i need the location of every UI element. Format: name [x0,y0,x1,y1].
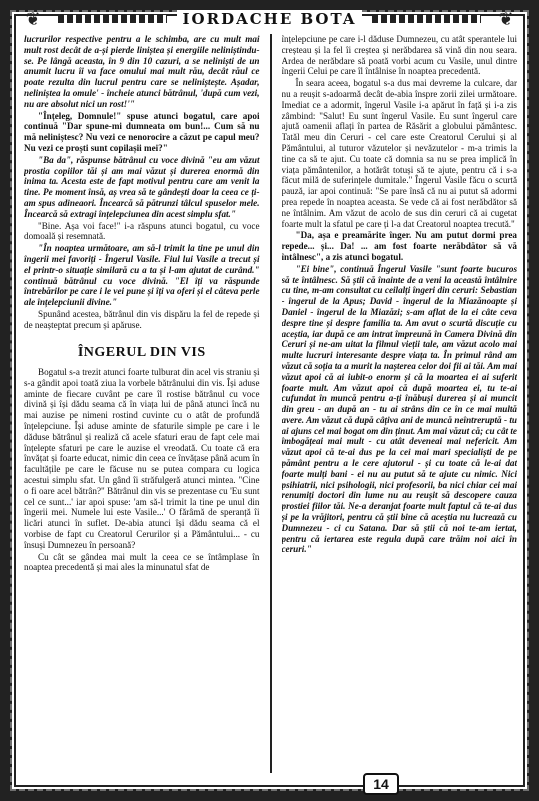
paragraph: "În noaptea următoare, am să-l trimit la tine pe unul din îngerii mei favoriți - Îngerul Vasile. Fiul lui Vasile a trecut și el printr-o situație similară cu a ta și l-am ajutat de curând." continuă bătrânul cu voce divină. "El îți va răspunde întrebărilor pe care i le vei pune și îți va oferi și el câteva perle ale înțelepciunii divine." [24,243,260,308]
section-title: ÎNGERUL DIN VIS [77,344,206,360]
paragraph: În seara aceea, bogatul s-a dus mai devreme la culcare, dar nu a reușit s-adoarmă decât de-abia înspre zorii zilei următoare. Imediat ce a adormit, îngerul Vasile i-a apărut în față și i-a zis zâmbind: "Salut! Eu sunt îngerul Vasile. Eu sunt îngerul care ajută oamenii aflați în partea de Răsărit a globului pământesc. Tatăl meu din Ceruri - cel care este Creatorul Cerului și al Pământului, al tuturor văzutelor și nevăzutelor - m-a trimis la tine ca să te ajut. Cu toate că domnia sa nu se prea implică în viața pământenilor, a hotărât totuși să te ajute, pentru că i s-a făcut milă de suferințele dumitale." Îngerul Vasile făcu o scurtă pauză, iar apoi continuă: "Se pare însă că nu ai putut să adormi prea repede în noaptea aceasta. Se vede că ai fost nerăbdător să ne întâlnim. Am văzut de acolo de sus din ceruri că ai cugetat foarte mult la sfatul pe care ți l-a dat Creatorul noaptea trecută." [281,78,517,229]
text-columns [24,34,517,773]
paragraph: lucrurilor respective pentru a le schimba, are cu mult mai mult rost decât de a-și pierde liniștea și energiile neliniștindu-se. Pe lângă aceasta, în 9 din 10 cazuri, a se neliniști de un anumit lucru îi va face omului mai mult rău, decât răul ce poate rezulta din lucrul pentru care se neliniștește. Așadar, neliniștea la omule' - încheie atunci bătrânul, 'după cum vezi, nu are absolut nici un rost!'" [24,34,260,109]
column-divider [270,34,272,773]
paragraph: "Da, așa e preamărite înger. Nu am putut dormi prea repede... și... Da! ... am fost foarte nerăbdător să vă întâlnesc", a zis atunci bogatul. [281,230,517,262]
paragraph: Cu cât se gândea mai mult la ceea ce se întâmplase în noaptea precedentă și mai ales la minunatul sfat de [24,551,260,573]
right-column [282,34,518,773]
paragraph: înțelepciune pe care i-l dăduse Dumnezeu, cu atât sperantele lui creșteau și la fel îi creștea și nerăbdarea să vină din nou seara. Ardea de nerăbdare să poată vorbi acum cu Vasile, unul dintre îngerii Celui pe care îl întâlnise în noaptea precedentă. [281,34,517,77]
left-column [24,34,260,773]
griffin-ornament-icon: ❦ [498,8,514,29]
griffin-ornament-icon: ❦ [25,8,41,29]
page-title: IORDACHE BOTA [177,10,363,28]
page-number: 14 [363,773,399,795]
paragraph: "Ei bine", continuă Îngerul Vasile "sunt foarte bucuros să te întâlnesc. Să știi că înainte de a veni la această întâlnire cu tine, m-am consultat cu ceilalți îngeri din ceruri: Sebastian - îngerul de la Apus; David - îngerul de la Miazănoapte și Daniel - îngerul de la Miazăzi; s-am aflat de la ei câte ceva despre tine și despre familia ta. Am avut o scurtă discuție cu aceștia, iar după ce am intrat împreună în Camera Divină din Ceruri și ne-am uitat la filmul vieții tale, am văzut acolo mai multe lucruri interesante despre viața ta. În primul rând am văzut că soția ta a murit la nașterea celor doi fii ai tăi. Am mai văzut apoi că ai iubit-o enorm și că la moartea ei ai suferit foarte mult. Am văzut apoi că după moartea ei, tu te-ai cufundat în muncă pentru a-ți înăbuși durerea și ai muncit din greu - an după an - tu ai strâns din ce în ce mai multă avere. Am văzut că după câțiva ani de muncă neîntreruptă - tu ai ajuns cel mai bogat om din ținut. Am mai văzut că; cu cât te îmbogățeai mai mult - cu atât deveneai mai nefericit. Am văzut apoi că te-ai dus pe la cei mai mari specialiști de pe pământ pentru a le cere ajutorul - și cu toate că le-ai dat foarte mulți bani - ei nu au putut să te ajute cu nimic. Nici psihiatrii, nici psihologii, nici profesorii, ba nici chiar cei mai renumiți doctori din lume nu au reușit să descopere cauza prostiei fiilor tăi. Ne-a deranjat foarte mult faptul că te-ai dus și pe la vrăjitori, pentru că știi bine că aceștia nu lucrează cu Dumnezeu - ci cu Satana. Dar să știi că noi te-am iertat, pentru că iertarea este regula după care trăim noi aici în ceruri." [281,263,517,555]
paragraph: "Înțeleg, Domnule!" spuse atunci bogatul, care apoi continuă "Dar spune-mi dumneata om bun!... Cum să nu mă neliniștesc? Nu vezi ce nenorocire a căzut pe capul meu? Nu vezi ce proști sunt copilașii mei?" [24,110,260,153]
paragraph: "Ba da", răspunse bătrânul cu voce divină "eu am văzut prostia copiilor tăi și am mai văzut și durerea enormă din inima ta. Acesta este de fapt motivul pentru care am venit la tine. Pe moment însă, aș vrea să te gândești doar la ceea ce ți-am spus adineaori. Încearcă să pătrunzi tâlcul spuselor mele. Încearcă să extragi înțelepciunea din acest simplu sfat." [24,154,260,219]
paragraph: "Bine. Așa voi face!" i-a răspuns atunci bogatul, cu voce domoală și resemnată. [24,220,260,242]
paragraph: Bogatul s-a trezit atunci foarte tulburat din acel vis straniu și s-a gândit apoi toată ziua la vorbele bătrânului din vis. Își aduse aminte de fiecare cuvânt pe care îl rostise bătrânul cu voce divină și își dădu seama că în viața lui de până atunci încă nu mai auzise pe nimeni rostind cuvinte cu o atât de profundă înțelepciune. Își aduse aminte de sfaturile simple pe care i le dăduse bătrânul și realiză că acele sfaturi erau de fapt cele mai înțelepte sfaturi pe care le auzise el vreodată. Cu toate că era învățat și foarte educat, nimic din ceea ce învățase până acum în facultățile pe care le făcuse nu se putea compara cu logica acestui simplu sfat. Un gând îi străfulgeră atunci mintea. "Cine o fi oare acel bătrân?" Bătrânul din vis se prezentase cu 'Eu sunt cel ce sunt...' iar apoi spuse: 'am să-l trimit la tine pe unul din îngerii mei. Numele lui este Vasile...' O fărâmă de speranță îi licări atunci în suflet. De-abia atunci își dădu seama că el vorbise de fapt cu Creatorul Cerurilor și a Pământului... - cu însuși Dumnezeu în persoană? [24,367,260,550]
page-header [18,6,521,32]
header-rule [58,15,167,23]
header-rule [372,15,481,23]
paragraph: Spunând acestea, bătrânul din vis dispăru la fel de repede și de neașteptat precum și apăruse. [24,308,260,330]
